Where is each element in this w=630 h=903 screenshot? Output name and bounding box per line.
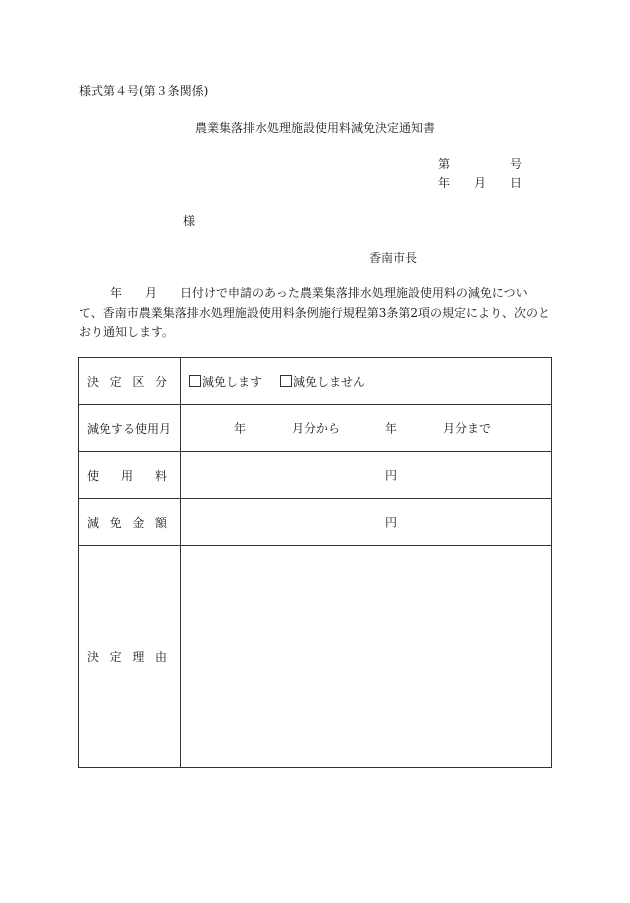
period-label: 減免する使用月 — [79, 405, 181, 452]
doc-number-prefix: 第 — [438, 157, 451, 171]
not-exempt-option[interactable]: 減免しません — [280, 375, 365, 389]
document-date — [438, 174, 522, 191]
date-day: 日 — [509, 176, 522, 190]
date-month: 月 — [473, 176, 486, 190]
period-field[interactable] — [181, 405, 552, 452]
fee-row — [79, 452, 552, 499]
addressee: 様 — [183, 214, 196, 228]
body-month: 月 — [145, 286, 158, 300]
fee-field[interactable] — [181, 452, 552, 499]
document-title: 農業集落排水処理施設使用料減免決定通知書 — [194, 121, 435, 135]
exempt-option[interactable]: 減免します — [189, 375, 262, 389]
doc-number-suffix: 号 — [509, 157, 522, 171]
decision-options — [181, 358, 552, 405]
decision-row — [79, 358, 552, 405]
decision-label: 決 定 区 分 — [79, 358, 181, 405]
reduction-row — [79, 499, 552, 546]
issuer: 香南市長 — [369, 251, 418, 265]
document-number — [438, 155, 522, 172]
reduction-unit: 円 — [385, 515, 398, 530]
reason-row — [79, 546, 552, 768]
period-row — [79, 405, 552, 452]
fee-unit: 円 — [385, 468, 398, 483]
reason-label: 決 定 理 由 — [79, 546, 181, 768]
fee-label: 使 用 料 — [79, 452, 181, 499]
reason-field[interactable] — [181, 546, 552, 768]
reduction-label: 減 免 金 額 — [79, 499, 181, 546]
form-number: 様式第４号(第３条関係) — [79, 84, 209, 98]
notice-body — [79, 284, 551, 343]
to-month: 月分まで — [443, 421, 492, 436]
checkbox-icon[interactable] — [189, 375, 201, 387]
date-year: 年 — [438, 176, 451, 190]
decision-table — [78, 357, 552, 768]
body-year: 年 — [110, 286, 123, 300]
body-text: 日付けで申請のあった農業集落排水処理施設使用料の減免について、香南市農業集落排水処理施設使用料条例施行規程第3条第2項の規定により、次のとおり通知します。 — [79, 286, 551, 339]
to-year: 年 — [385, 421, 398, 436]
checkbox-icon[interactable] — [280, 375, 292, 387]
from-year: 年 — [234, 421, 247, 436]
reduction-field[interactable] — [181, 499, 552, 546]
from-month: 月分から — [292, 421, 341, 436]
